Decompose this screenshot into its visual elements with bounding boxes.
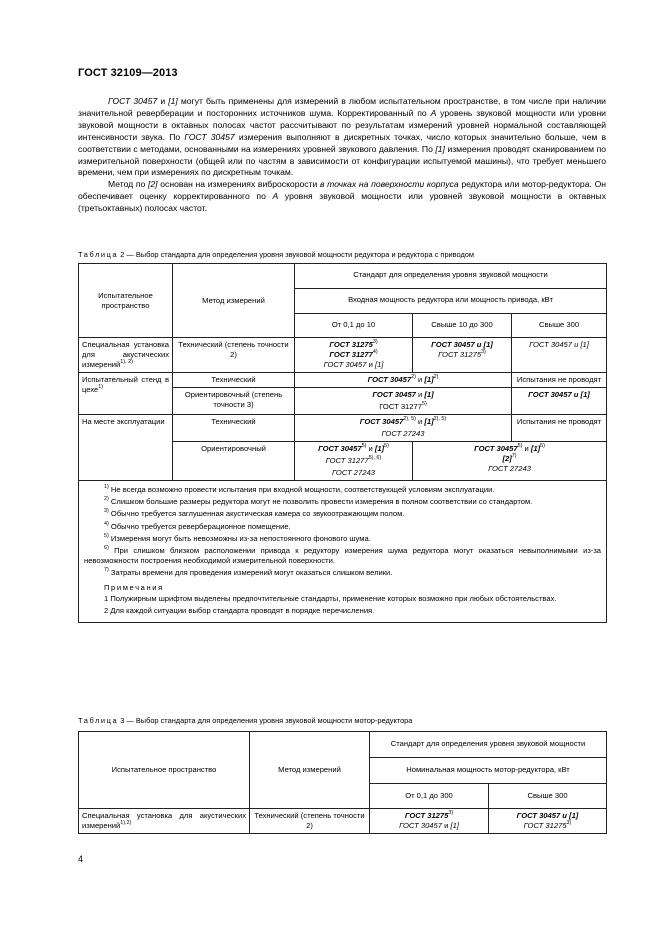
footnote-mark: 5) bbox=[384, 443, 389, 449]
std-ref: [1] bbox=[424, 375, 434, 384]
std-ref: ГОСТ 30457 bbox=[372, 390, 416, 399]
std-ref: ГОСТ 27243 bbox=[332, 468, 375, 477]
footnote-text: Обычно требуется реверберационное помещение. bbox=[108, 521, 291, 531]
cell-text: Специальная установка для акустических измерений bbox=[82, 811, 246, 830]
footnote-mark: 3) bbox=[448, 810, 454, 816]
std-ref: [1] bbox=[374, 360, 384, 369]
table-3-caption bbox=[78, 716, 412, 725]
std-ref: ГОСТ 30457 bbox=[399, 821, 442, 830]
std-ref: ГОСТ 31275 bbox=[404, 811, 449, 820]
weighting-a: А bbox=[430, 107, 437, 118]
footnote-mark: 6) bbox=[104, 545, 109, 552]
row-site-approx-col-23 bbox=[413, 442, 607, 481]
std-ref: [1] bbox=[450, 821, 459, 830]
footnote-text: Измерения могут быть невозможны из-за непостоянного фонового шума. bbox=[108, 533, 371, 543]
row-bench-tech-standard bbox=[295, 373, 512, 388]
footnote bbox=[84, 546, 601, 566]
row-special-col-3: ГОСТ 30457 и [1] bbox=[512, 338, 607, 373]
row-special-space bbox=[79, 338, 173, 373]
ref-2: [2] bbox=[148, 179, 158, 190]
row-site-approx-col-1 bbox=[295, 442, 413, 481]
row-bench-approx-col-3: ГОСТ 30457 и [1] bbox=[512, 388, 607, 415]
std-ref: [1] bbox=[374, 444, 385, 453]
std-ref: [2] bbox=[502, 454, 512, 463]
text-run: Метод по bbox=[108, 179, 149, 190]
std-ref: [1] bbox=[530, 444, 541, 453]
cell-text: и bbox=[522, 444, 531, 453]
ref-1: [1] bbox=[435, 143, 445, 154]
std-ref: ГОСТ 31275 bbox=[438, 350, 482, 359]
row-special-method: Технический (степень точности 2) bbox=[173, 338, 295, 373]
cell-text: и bbox=[415, 390, 425, 399]
text-run: измерения выполняют в дискретных точках, число которых значительно больше, чем в соответствии с методами, основанными на измерениях уровней звукового давления. По bbox=[78, 131, 607, 154]
footnote bbox=[84, 485, 601, 495]
std-ref: ГОСТ 30457 bbox=[367, 375, 412, 384]
header-method: Метод измерений bbox=[250, 732, 370, 809]
std-ref: [1] bbox=[424, 390, 434, 399]
row-special-col-1 bbox=[295, 338, 413, 373]
std-ref: ГОСТ 27243 bbox=[381, 429, 425, 438]
footnote bbox=[84, 534, 601, 544]
footnote-text: Затраты времени для проведения измерений могут оказаться слишком велики. bbox=[108, 568, 393, 578]
header-space: Испытательное пространство bbox=[79, 732, 250, 809]
table-2-caption bbox=[78, 250, 474, 259]
std-ref: ГОСТ 31275 bbox=[523, 821, 567, 830]
std-ref: ГОСТ 31275 bbox=[329, 340, 373, 349]
footnote-mark: 2) bbox=[411, 374, 416, 380]
footnote-mark: 1),2) bbox=[120, 820, 132, 826]
row-special-space bbox=[79, 809, 250, 834]
ref-gost-30457: ГОСТ 30457 bbox=[108, 96, 158, 106]
notes-heading: Примечания bbox=[104, 582, 164, 592]
table-2 bbox=[78, 263, 607, 623]
footnote bbox=[84, 509, 601, 519]
std-ref: ГОСТ 30457 bbox=[474, 444, 518, 453]
ref-1: [1] bbox=[168, 96, 178, 106]
cell-text: и bbox=[366, 444, 375, 453]
footnote-mark: 4) bbox=[104, 520, 109, 527]
header-col-1: От 0,1 до 300 bbox=[370, 784, 489, 809]
table-3 bbox=[78, 731, 607, 834]
text-run: и bbox=[157, 96, 169, 106]
footnote-mark: 5) bbox=[361, 443, 367, 449]
row-bench-tech-col-3: Испытания не проводят bbox=[512, 373, 607, 388]
header-col-2: Свыше 10 до 300 bbox=[413, 314, 512, 338]
caption-word: Таблица bbox=[78, 716, 119, 725]
note: 1 Полужирным шрифтом выделены предпочтительные стандарты, применение которых возможно при любых обстоятельствах. bbox=[104, 593, 557, 603]
footnote bbox=[84, 522, 601, 532]
std-ref: ГОСТ 30457 и [1] bbox=[516, 811, 579, 820]
cell-text: и bbox=[415, 417, 425, 426]
footnote-mark: 3) bbox=[104, 508, 109, 515]
row-site-method-approx: Ориентировочный bbox=[173, 442, 295, 481]
std-ref: ГОСТ 30457 и [1] bbox=[431, 340, 493, 349]
row-special-col-2 bbox=[413, 338, 512, 373]
footnote-mark: 7) bbox=[104, 567, 109, 574]
cell-text: и bbox=[415, 375, 425, 384]
footnote-mark: 7) bbox=[511, 453, 517, 459]
footnote-mark: 1) bbox=[104, 484, 109, 490]
page-number: 4 bbox=[78, 854, 84, 864]
cell-text: Специальная установка для акустических измерений bbox=[82, 340, 169, 369]
cell-text: Испытательный стенд в цехе bbox=[82, 375, 169, 394]
header-space: Испытательное пространство bbox=[79, 264, 173, 338]
row-bench-method-approx: Ориентировочный (степень точности 3) bbox=[173, 388, 295, 415]
footnote bbox=[84, 568, 601, 578]
std-ref: ГОСТ 31277 bbox=[325, 456, 369, 465]
footnote-mark: 5) bbox=[421, 401, 427, 407]
std-ref: ГОСТ 30457 bbox=[359, 417, 404, 426]
footnote-text: Не всегда возможно провести испытания при входной мощности, соответствующей условиям эксплуатации. bbox=[108, 485, 495, 494]
emphasis-text: в точках на поверхности корпуса bbox=[320, 179, 459, 190]
cell-text: и bbox=[366, 360, 375, 369]
header-standard: Стандарт для определения уровня звуковой мощности bbox=[295, 264, 607, 289]
header-col-3: Свыше 300 bbox=[512, 314, 607, 338]
weighting-a: А bbox=[272, 191, 279, 202]
footnote-mark: 2) bbox=[433, 374, 439, 380]
row-site-method-tech: Технический bbox=[173, 415, 295, 442]
text-run: могут быть применены для измерений в любом испытательном пространстве, в том числе при наличии значительной реверберации и посторонних источников шума. Корректированный по bbox=[78, 96, 606, 118]
document-header: ГОСТ 32109—2013 bbox=[78, 67, 178, 79]
footnote-mark: 2) bbox=[104, 496, 109, 503]
footnote-mark: 3) bbox=[481, 349, 486, 355]
header-col-1: От 0,1 до 10 bbox=[295, 314, 413, 338]
paragraph-intensity bbox=[78, 96, 606, 179]
std-ref: ГОСТ 30457 bbox=[323, 360, 367, 369]
row-special-col-2 bbox=[489, 809, 607, 834]
text-run: уровня звуковой мощности или уровней звуковой мощности в октавных (третьоктавных) полосах частот. bbox=[78, 191, 606, 214]
footnote-mark: 2), 5) bbox=[403, 416, 416, 422]
row-special-col-1 bbox=[370, 809, 489, 834]
row-bench-approx-standard bbox=[295, 388, 512, 415]
row-bench-method-tech: Технический bbox=[173, 373, 295, 388]
footnote-mark: 3) bbox=[566, 820, 572, 826]
text-run: уровень звуковой мощности или уровни звуковой мощности в октавных полосах частот рассчитывают по результатам измерений уровней нормальной составляющей интенсивности звука. По bbox=[78, 107, 606, 142]
header-method: Метод измерений bbox=[173, 264, 295, 338]
row-bench-space bbox=[79, 373, 173, 415]
std-ref: ГОСТ 31277 bbox=[329, 350, 373, 359]
header-power: Входная мощность редуктора или мощность привода, кВт bbox=[295, 289, 607, 314]
note: 2 Для каждой ситуации выбор стандарта проводят в порядке перечисления. bbox=[104, 605, 375, 615]
footnote-mark: 5), 6) bbox=[368, 455, 382, 461]
header-standard: Стандарт для определения уровня звуковой мощности bbox=[370, 732, 607, 758]
table-2-footnotes bbox=[79, 481, 607, 623]
row-site-tech-standard bbox=[295, 415, 512, 442]
footnote-mark: 1) bbox=[98, 384, 104, 390]
footnote-mark: 5) bbox=[540, 443, 545, 449]
header-power: Номинальная мощность мотор-редуктора, кВт bbox=[370, 758, 607, 784]
footnote-mark: 1), 2) bbox=[120, 359, 133, 365]
footnote-mark: 5) bbox=[104, 532, 109, 539]
footnote bbox=[84, 497, 601, 507]
row-special-method: Технический (степень точности 2) bbox=[250, 809, 370, 834]
text-run: редуктора или мотор-редуктора. Он обеспечивает оценку корректированного по bbox=[78, 179, 606, 202]
ref-gost-30457: ГОСТ 30457 bbox=[184, 131, 235, 142]
footnote-mark: 5) bbox=[517, 443, 523, 449]
footnote-mark: 3) bbox=[372, 339, 378, 345]
caption-word: Таблица bbox=[78, 250, 119, 259]
paragraph-vibration bbox=[78, 179, 606, 215]
footnote-mark: 4) bbox=[372, 349, 378, 355]
row-site-space: На месте эксплуатации bbox=[79, 415, 173, 481]
std-ref: [1] bbox=[424, 417, 434, 426]
std-ref: ГОСТ 30457 bbox=[318, 444, 362, 453]
footnote-text: Обычно требуется заглушенная акустическая камера со звукоотражающим полом. bbox=[108, 509, 405, 519]
body-text bbox=[78, 96, 606, 215]
text-run: основан на измерениях виброскорости bbox=[157, 179, 320, 190]
std-ref: ГОСТ 31277 bbox=[379, 402, 422, 411]
footnote-text: При слишком близком расположении привода к редуктору измерения шума редуктора могут оказаться невыполнимыми из-за невозможности построения необходимой измерительной поверхности. bbox=[84, 546, 602, 566]
footnote-text: Слишком большие размеры редуктора могут не позволить провести измерения в полном соответствии со стандартом. bbox=[108, 497, 533, 507]
footnote-mark: 2), 5) bbox=[433, 416, 447, 422]
header-col-2: Свыше 300 bbox=[489, 784, 607, 809]
row-site-tech-col-3: Испытания не проводят bbox=[512, 415, 607, 442]
text-run: измерения проводят сканированием по измерительной поверхности (общей или по частям в зависимости от конфигурации испытуемой машины), что требует меньшего времени, чем при измерениях по дискретным точкам. bbox=[78, 143, 607, 178]
caption-text: 2 — Выбор стандарта для определения уровня звуковой мощности редуктора и редуктора с приводом bbox=[118, 250, 474, 259]
cell-text: и bbox=[441, 821, 451, 830]
std-ref: ГОСТ 27243 bbox=[488, 464, 531, 473]
caption-text: 3 — Выбор стандарта для определения уровня звуковой мощности мотор-редуктора bbox=[118, 716, 413, 725]
